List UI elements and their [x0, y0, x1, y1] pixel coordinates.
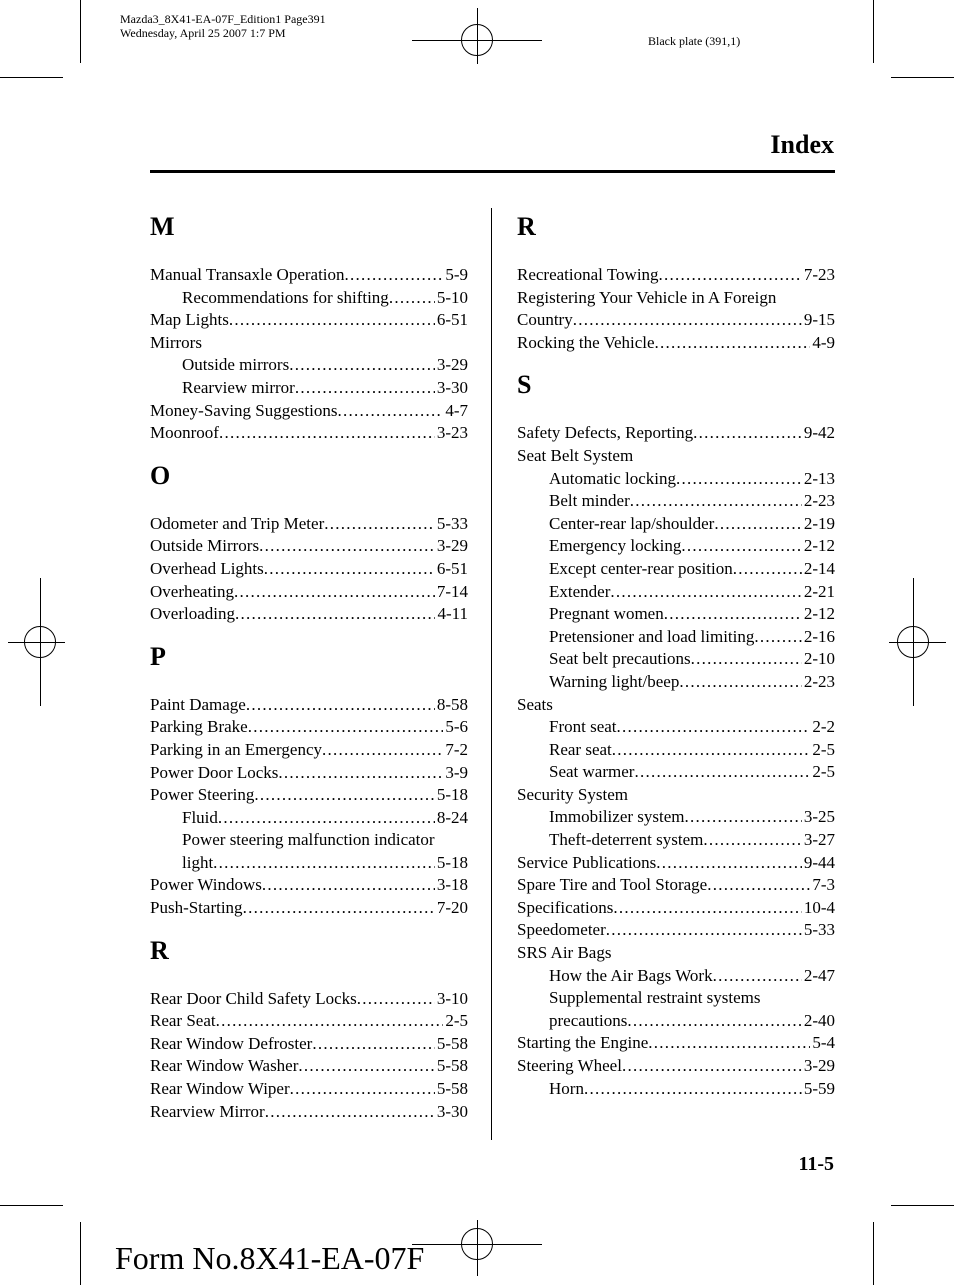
entry-page: 2-16 [803, 626, 835, 646]
entry-page: 3-29 [803, 1056, 835, 1075]
dot-leader [278, 762, 443, 785]
dot-leader [648, 1032, 810, 1055]
dot-leader [693, 422, 802, 445]
crop-mark [0, 1205, 63, 1206]
entry-page: 5-58 [436, 1033, 468, 1053]
section-letter: P [150, 641, 166, 671]
index-entry [517, 942, 835, 965]
index-entry [517, 309, 835, 332]
dot-leader [714, 513, 801, 536]
dot-leader [655, 332, 811, 355]
entry-page: 5-59 [803, 1078, 835, 1098]
index-subentry [517, 558, 835, 581]
entry-label: Spare Tire and Tool Storage [517, 875, 708, 895]
index-entry [150, 264, 468, 287]
entry-label: Safety Defects, Reporting [517, 423, 694, 443]
entry-label: Outside Mirrors [150, 536, 260, 556]
entry-label: Fluid [182, 807, 218, 827]
entry-label: Seat warmer [549, 762, 635, 782]
index-entry [517, 874, 835, 897]
dot-leader [337, 400, 443, 423]
index-subentry [517, 535, 835, 558]
entry-page: 4-7 [445, 400, 468, 420]
title-rule [150, 170, 835, 173]
dot-leader [676, 468, 802, 491]
entry-page: 7-2 [445, 739, 468, 759]
entry-page: 2-5 [812, 762, 835, 782]
crop-mark [80, 0, 81, 63]
entry-page: 2-2 [812, 717, 835, 737]
dot-leader [264, 558, 435, 581]
entry-label: Steering Wheel [517, 1056, 622, 1075]
index-entry [517, 1032, 835, 1055]
index-subentry [517, 1078, 835, 1101]
entry-label: Map Lights [150, 310, 229, 330]
entry-page: 8-58 [436, 694, 468, 714]
index-entry [517, 852, 835, 875]
entry-label: Registering Your Vehicle in A Foreign [517, 287, 777, 307]
dot-leader [622, 1055, 802, 1078]
index-entry [150, 603, 468, 626]
section-letter: R [517, 212, 536, 241]
entry-label: Outside mirrors [182, 355, 290, 375]
entry-label: Money-Saving Suggestions [150, 400, 338, 420]
dot-leader [606, 919, 802, 942]
entry-page: 5-4 [812, 1033, 835, 1053]
entry-label: precautions [549, 1010, 628, 1030]
entry-page: 5-10 [436, 287, 468, 307]
dot-leader [289, 354, 435, 377]
crop-mark [873, 1222, 874, 1285]
index-entry [517, 264, 835, 287]
index-entry [517, 332, 835, 355]
dot-leader [703, 829, 801, 852]
index-entry [150, 1101, 468, 1124]
entry-label: Rear Window Defroster [150, 1033, 313, 1053]
entry-label: Mirrors [150, 332, 202, 352]
dot-leader [679, 671, 801, 694]
dot-leader [617, 716, 811, 739]
dot-leader [573, 309, 802, 332]
entry-page: 2-40 [803, 1010, 835, 1030]
section-letter: S [517, 370, 532, 400]
entry-page: 2-14 [803, 558, 835, 578]
dot-leader [691, 648, 802, 671]
dot-leader [262, 874, 435, 897]
dot-leader [218, 807, 435, 830]
section-letter: M [150, 212, 175, 241]
dot-leader [389, 287, 435, 310]
index-subentry [150, 377, 468, 400]
entry-page: 9-44 [803, 852, 835, 872]
crop-mark [0, 77, 63, 78]
dot-leader [254, 784, 434, 807]
entry-page: 10-4 [803, 897, 835, 917]
entry-page: 9-42 [803, 423, 835, 443]
entry-label: Emergency locking [549, 536, 682, 556]
entry-label: Rear seat [549, 739, 612, 759]
dot-leader [357, 988, 435, 1011]
entry-page: 3-18 [436, 875, 468, 895]
entry-label: Recreational Towing [517, 265, 659, 284]
entry-page: 5-33 [436, 513, 468, 533]
entry-label: Warning light/beep [549, 671, 680, 691]
entry-label: Belt minder [549, 491, 630, 511]
dot-leader [345, 264, 444, 287]
entry-label: Overheating [150, 581, 235, 601]
index-subentry [517, 671, 835, 694]
dot-leader [234, 581, 435, 604]
index-subentry [517, 829, 835, 852]
column-divider [491, 208, 492, 1140]
index-entry [517, 445, 835, 468]
index-entry [150, 1033, 468, 1056]
entry-label: Automatic locking [549, 468, 677, 488]
entry-label: Front seat [549, 717, 617, 737]
registration-circle [24, 626, 56, 658]
entry-label: Seat Belt System [517, 445, 634, 465]
index-entry [150, 1055, 468, 1078]
entry-label: SRS Air Bags [517, 943, 612, 963]
registration-circle [897, 626, 929, 658]
entry-page: 7-3 [812, 875, 835, 895]
entry-label: Power steering malfunction indicator [182, 830, 435, 850]
entry-label: Immobilizer system [549, 807, 685, 827]
entry-page: 3-29 [436, 536, 468, 556]
entry-label: Except center-rear position [549, 558, 733, 578]
dot-leader [664, 603, 802, 626]
dot-leader [219, 422, 435, 445]
entry-page: 2-23 [803, 491, 835, 511]
entry-label: Service Publications [517, 852, 657, 872]
entry-label: Moonroof [150, 423, 219, 443]
entry-page: 4-11 [437, 604, 468, 624]
entry-page: 7-14 [436, 581, 468, 601]
entry-label: Rear Seat [150, 1011, 216, 1031]
index-subentry [517, 490, 835, 513]
dot-leader [613, 897, 802, 920]
entry-label: Theft-deterrent system [549, 830, 704, 850]
crop-mark [80, 1222, 81, 1285]
index-entry [150, 694, 468, 717]
registration-circle [461, 1228, 493, 1260]
index-subentry [517, 626, 835, 649]
date-line: Wednesday, April 25 2007 1:7 PM [120, 26, 286, 40]
entry-label: Overhead Lights [150, 558, 264, 578]
index-subentry [150, 287, 468, 310]
page-title: Index [770, 130, 834, 159]
index-entry [150, 874, 468, 897]
entry-label: Horn [549, 1078, 584, 1098]
index-entry [150, 332, 468, 355]
entry-page: 3-9 [445, 762, 468, 782]
dot-leader [322, 739, 443, 762]
index-entry [150, 762, 468, 785]
entry-label: Power Door Locks [150, 762, 279, 782]
entry-label: Push-Starting [150, 898, 243, 918]
crop-mark [891, 77, 954, 78]
entry-page: 7-23 [803, 265, 835, 284]
entry-label: Seats [517, 694, 553, 714]
index-entry [517, 1055, 835, 1078]
page-number: 11-5 [798, 1153, 834, 1175]
index-subentry [517, 513, 835, 536]
dot-leader [656, 852, 802, 875]
entry-label: Parking in an Emergency [150, 739, 323, 759]
dot-leader [630, 490, 802, 513]
entry-page: 2-10 [803, 649, 835, 669]
crop-mark [873, 0, 874, 63]
entry-page: 3-23 [436, 423, 468, 443]
entry-label: Speedometer [517, 920, 606, 940]
entry-page: 3-30 [436, 377, 468, 397]
entry-page: 7-20 [436, 898, 468, 918]
entry-label: Supplemental restraint systems [549, 988, 761, 1008]
index-subentry [517, 1010, 835, 1033]
index-subentry [517, 468, 835, 491]
dot-leader [634, 761, 810, 784]
dot-leader [610, 581, 801, 604]
index-entry [150, 400, 468, 423]
index-entry [150, 716, 468, 739]
entry-label: Power Steering [150, 785, 255, 805]
dot-leader [229, 309, 435, 332]
index-subentry [150, 852, 468, 875]
entry-label: Paint Damage [150, 694, 246, 714]
entry-page: 2-5 [445, 1011, 468, 1031]
form-number: Form No.8X41-EA-07F [115, 1240, 425, 1276]
dot-leader [713, 965, 802, 988]
index-subentry [517, 648, 835, 671]
entry-label: Rear Window Washer [150, 1056, 299, 1076]
dot-leader [612, 739, 811, 762]
section-letter: O [150, 460, 171, 490]
entry-page: 6-51 [436, 310, 468, 330]
index-entry [150, 739, 468, 762]
section-letter: R [150, 935, 169, 965]
registration-circle [461, 24, 493, 56]
entry-label: Pretensioner and load limiting [549, 626, 755, 646]
entry-page: 6-51 [436, 558, 468, 578]
entry-page: 2-12 [803, 604, 835, 624]
entry-page: 2-23 [803, 671, 835, 691]
dot-leader [685, 806, 802, 829]
index-subentry [517, 581, 835, 604]
entry-page: 9-15 [803, 310, 835, 330]
entry-label: Recommendations for shifting [182, 287, 389, 307]
entry-page: 2-19 [803, 513, 835, 533]
index-entry [517, 694, 835, 717]
dot-leader [235, 603, 435, 626]
index-entry [150, 897, 468, 920]
file-line: Mazda3_8X41-EA-07F_Edition1 Page391 [120, 12, 326, 26]
entry-page: 3-10 [436, 988, 468, 1008]
dot-leader [681, 535, 801, 558]
entry-label: Country [517, 310, 573, 330]
entry-page: 3-27 [803, 830, 835, 850]
entry-label: Rear Window Wiper [150, 1079, 290, 1099]
dot-leader [243, 897, 435, 920]
index-entry [150, 581, 468, 604]
index-entry [517, 287, 835, 310]
dot-leader [216, 1010, 444, 1033]
dot-leader [312, 1033, 434, 1056]
index-entry [517, 422, 835, 445]
entry-label: Extender [549, 581, 611, 601]
dot-leader [213, 852, 435, 875]
index-entry [150, 422, 468, 445]
dot-leader [627, 1010, 801, 1033]
index-entry [150, 1010, 468, 1033]
entry-label: Parking Brake [150, 717, 248, 737]
index-subentry [517, 716, 835, 739]
index-entry [150, 309, 468, 332]
dot-leader [659, 264, 802, 287]
entry-page: 3-30 [436, 1101, 468, 1121]
entry-page: 5-18 [436, 852, 468, 872]
entry-label: Rear Door Child Safety Locks [150, 988, 357, 1008]
index-entry [150, 784, 468, 807]
dot-leader [248, 716, 444, 739]
entry-page: 5-18 [436, 785, 468, 805]
entry-page: 2-47 [803, 965, 835, 985]
entry-page: 5-9 [445, 265, 468, 284]
dot-leader [733, 558, 802, 581]
dot-leader [298, 1055, 434, 1078]
entry-page: 3-25 [803, 807, 835, 827]
dot-leader [265, 1101, 435, 1124]
entry-page: 4-9 [812, 332, 835, 352]
entry-page: 8-24 [436, 807, 468, 827]
index-entry [517, 897, 835, 920]
entry-label: Odometer and Trip Meter [150, 513, 325, 533]
entry-label: Rearview Mirror [150, 1101, 265, 1121]
index-column-left [150, 208, 468, 1123]
entry-page: 5-58 [436, 1056, 468, 1076]
index-subentry [517, 806, 835, 829]
dot-leader [246, 694, 435, 717]
dot-leader [259, 535, 435, 558]
index-entry [150, 513, 468, 536]
index-subentry [150, 354, 468, 377]
index-subentry [517, 987, 835, 1010]
plate-label: Black plate (391,1) [648, 34, 741, 48]
index-subentry [517, 603, 835, 626]
entry-label: Power Windows [150, 875, 262, 895]
index-column-right [517, 208, 835, 1100]
index-entry [517, 784, 835, 807]
index-subentry [517, 965, 835, 988]
index-entry [150, 558, 468, 581]
entry-page: 2-21 [803, 581, 835, 601]
index-subentry [150, 829, 468, 852]
index-subentry [517, 761, 835, 784]
dot-leader [324, 513, 435, 536]
dot-leader [754, 626, 801, 649]
dot-leader [295, 377, 435, 400]
dot-leader [290, 1078, 435, 1101]
entry-label: Overloading [150, 604, 235, 624]
crop-mark [891, 1205, 954, 1206]
index-subentry [517, 739, 835, 762]
entry-label: Specifications [517, 897, 614, 917]
print-meta [120, 12, 326, 40]
dot-leader [707, 874, 810, 897]
entry-label: Manual Transaxle Operation [150, 265, 345, 284]
entry-page: 2-13 [803, 468, 835, 488]
entry-page: 5-6 [445, 717, 468, 737]
entry-label: Center-rear lap/shoulder [549, 513, 715, 533]
index-entry [150, 535, 468, 558]
entry-page: 5-58 [436, 1079, 468, 1099]
entry-label: Seat belt precautions [549, 649, 691, 669]
entry-label: How the Air Bags Work [549, 965, 713, 985]
entry-label: Starting the Engine [517, 1033, 649, 1053]
index-entry [150, 1078, 468, 1101]
entry-label: Rocking the Vehicle [517, 332, 655, 352]
entry-page: 5-33 [803, 920, 835, 940]
index-entry [517, 919, 835, 942]
entry-label: light [182, 852, 214, 872]
entry-label: Rearview mirror [182, 377, 295, 397]
entry-page: 2-5 [812, 739, 835, 759]
index-subentry [150, 807, 468, 830]
entry-label: Pregnant women [549, 604, 664, 624]
index-entry [150, 988, 468, 1011]
dot-leader [584, 1078, 802, 1101]
entry-page: 2-12 [803, 536, 835, 556]
entry-page: 3-29 [436, 355, 468, 375]
entry-label: Security System [517, 784, 628, 804]
